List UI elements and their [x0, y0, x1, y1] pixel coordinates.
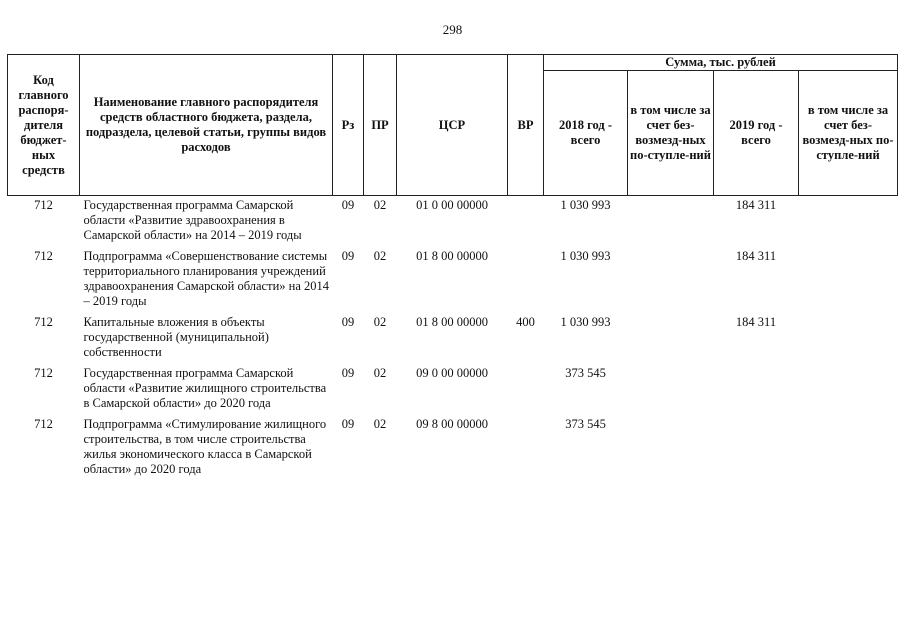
- cell-rz: 09: [341, 315, 355, 329]
- cell-rz: 09: [341, 366, 355, 380]
- cell-name: Подпрограмма «Совершенствование системы территориального планирования учреждений здравоохранения Самарской области» на 2014 – 2019 годы: [83, 249, 329, 308]
- cell-csr: 01 0 00 00000: [416, 198, 488, 212]
- cell-2018-total: 1 030 993: [560, 315, 611, 329]
- cell-csr: 01 8 00 00000: [416, 249, 488, 263]
- cell-2018-free: [628, 417, 714, 483]
- table-row: [8, 366, 898, 417]
- cell-code: 712: [34, 249, 53, 263]
- cell-pr: 02: [373, 198, 387, 212]
- cell-code: 712: [34, 315, 53, 329]
- header-name: Наименование главного распорядителя средств областного бюджета, раздела, подраздела, целевой статьи, группы видов расходов: [80, 55, 333, 196]
- header-csr: ЦСР: [397, 55, 508, 196]
- cell-pr: 02: [373, 417, 387, 431]
- table-body: [8, 196, 898, 484]
- cell-2019-free: [799, 249, 898, 315]
- cell-2018-total: 1 030 993: [560, 249, 611, 263]
- cell-rz: 09: [341, 198, 355, 212]
- cell-pr: 02: [373, 366, 387, 380]
- cell-2019-total: [714, 417, 799, 483]
- table-row: [8, 315, 898, 366]
- cell-2019-total: 184 311: [735, 315, 777, 329]
- cell-2019-total: 184 311: [735, 249, 777, 263]
- cell-code: 712: [34, 366, 53, 380]
- cell-vr: 400: [516, 315, 535, 329]
- cell-2019-total: [714, 366, 799, 417]
- cell-rz: 09: [341, 417, 355, 431]
- cell-2019-free: [799, 366, 898, 417]
- cell-2019-total: 184 311: [735, 198, 777, 212]
- cell-2018-free: [628, 196, 714, 250]
- table-row: [8, 249, 898, 315]
- cell-code: 712: [34, 198, 53, 212]
- cell-name: Государственная программа Самарской области «Развитие здравоохранения в Самарской области» на 2014 – 2019 годы: [83, 198, 302, 242]
- cell-2018-free: [628, 315, 714, 366]
- cell-2019-free: [799, 315, 898, 366]
- cell-csr: 01 8 00 00000: [416, 315, 488, 329]
- cell-2018-total: 373 545: [565, 417, 606, 431]
- cell-csr: 09 8 00 00000: [416, 417, 488, 431]
- cell-2019-free: [799, 417, 898, 483]
- cell-2018-total: 373 545: [565, 366, 606, 380]
- cell-csr: 09 0 00 00000: [416, 366, 488, 380]
- cell-2018-total: 1 030 993: [560, 198, 611, 212]
- header-2019-free: в том числе за счет без-возмезд-ных по-ступле-ний: [799, 71, 898, 196]
- table-row: [8, 417, 898, 483]
- cell-vr: [508, 196, 544, 250]
- header-2018-free: в том числе за счет без-возмезд-ных по-ступле-ний: [628, 71, 714, 196]
- header-vr: ВР: [508, 55, 544, 196]
- table-header: [8, 55, 898, 196]
- cell-2019-free: [799, 196, 898, 250]
- cell-2018-free: [628, 249, 714, 315]
- header-sum: Сумма, тыс. рублей: [544, 55, 898, 71]
- cell-pr: 02: [373, 249, 387, 263]
- page-number: 298: [442, 22, 463, 37]
- header-rz: Рз: [333, 55, 364, 196]
- header-pr: ПР: [364, 55, 397, 196]
- cell-name: Подпрограмма «Стимулирование жилищного строительства, в том числе строительства жилья экономического класса в Самарской области» до 2020 года: [83, 417, 327, 476]
- header-code: Код главного распоря-дителя бюджет-ных средств: [8, 55, 80, 196]
- header-2019-total: 2019 год - всего: [714, 71, 799, 196]
- cell-pr: 02: [373, 315, 387, 329]
- cell-vr: [508, 417, 544, 483]
- cell-2018-free: [628, 366, 714, 417]
- cell-name: Государственная программа Самарской области «Развитие жилищного строительства в Самарской области» до 2020 года: [83, 366, 327, 410]
- cell-rz: 09: [341, 249, 355, 263]
- cell-vr: [508, 366, 544, 417]
- cell-vr: [508, 249, 544, 315]
- cell-code: 712: [34, 417, 53, 431]
- budget-table: [7, 54, 898, 483]
- table-row: [8, 196, 898, 250]
- cell-name: Капитальные вложения в объекты государственной (муниципальной) собственности: [83, 315, 269, 359]
- header-2018-total: 2018 год - всего: [544, 71, 628, 196]
